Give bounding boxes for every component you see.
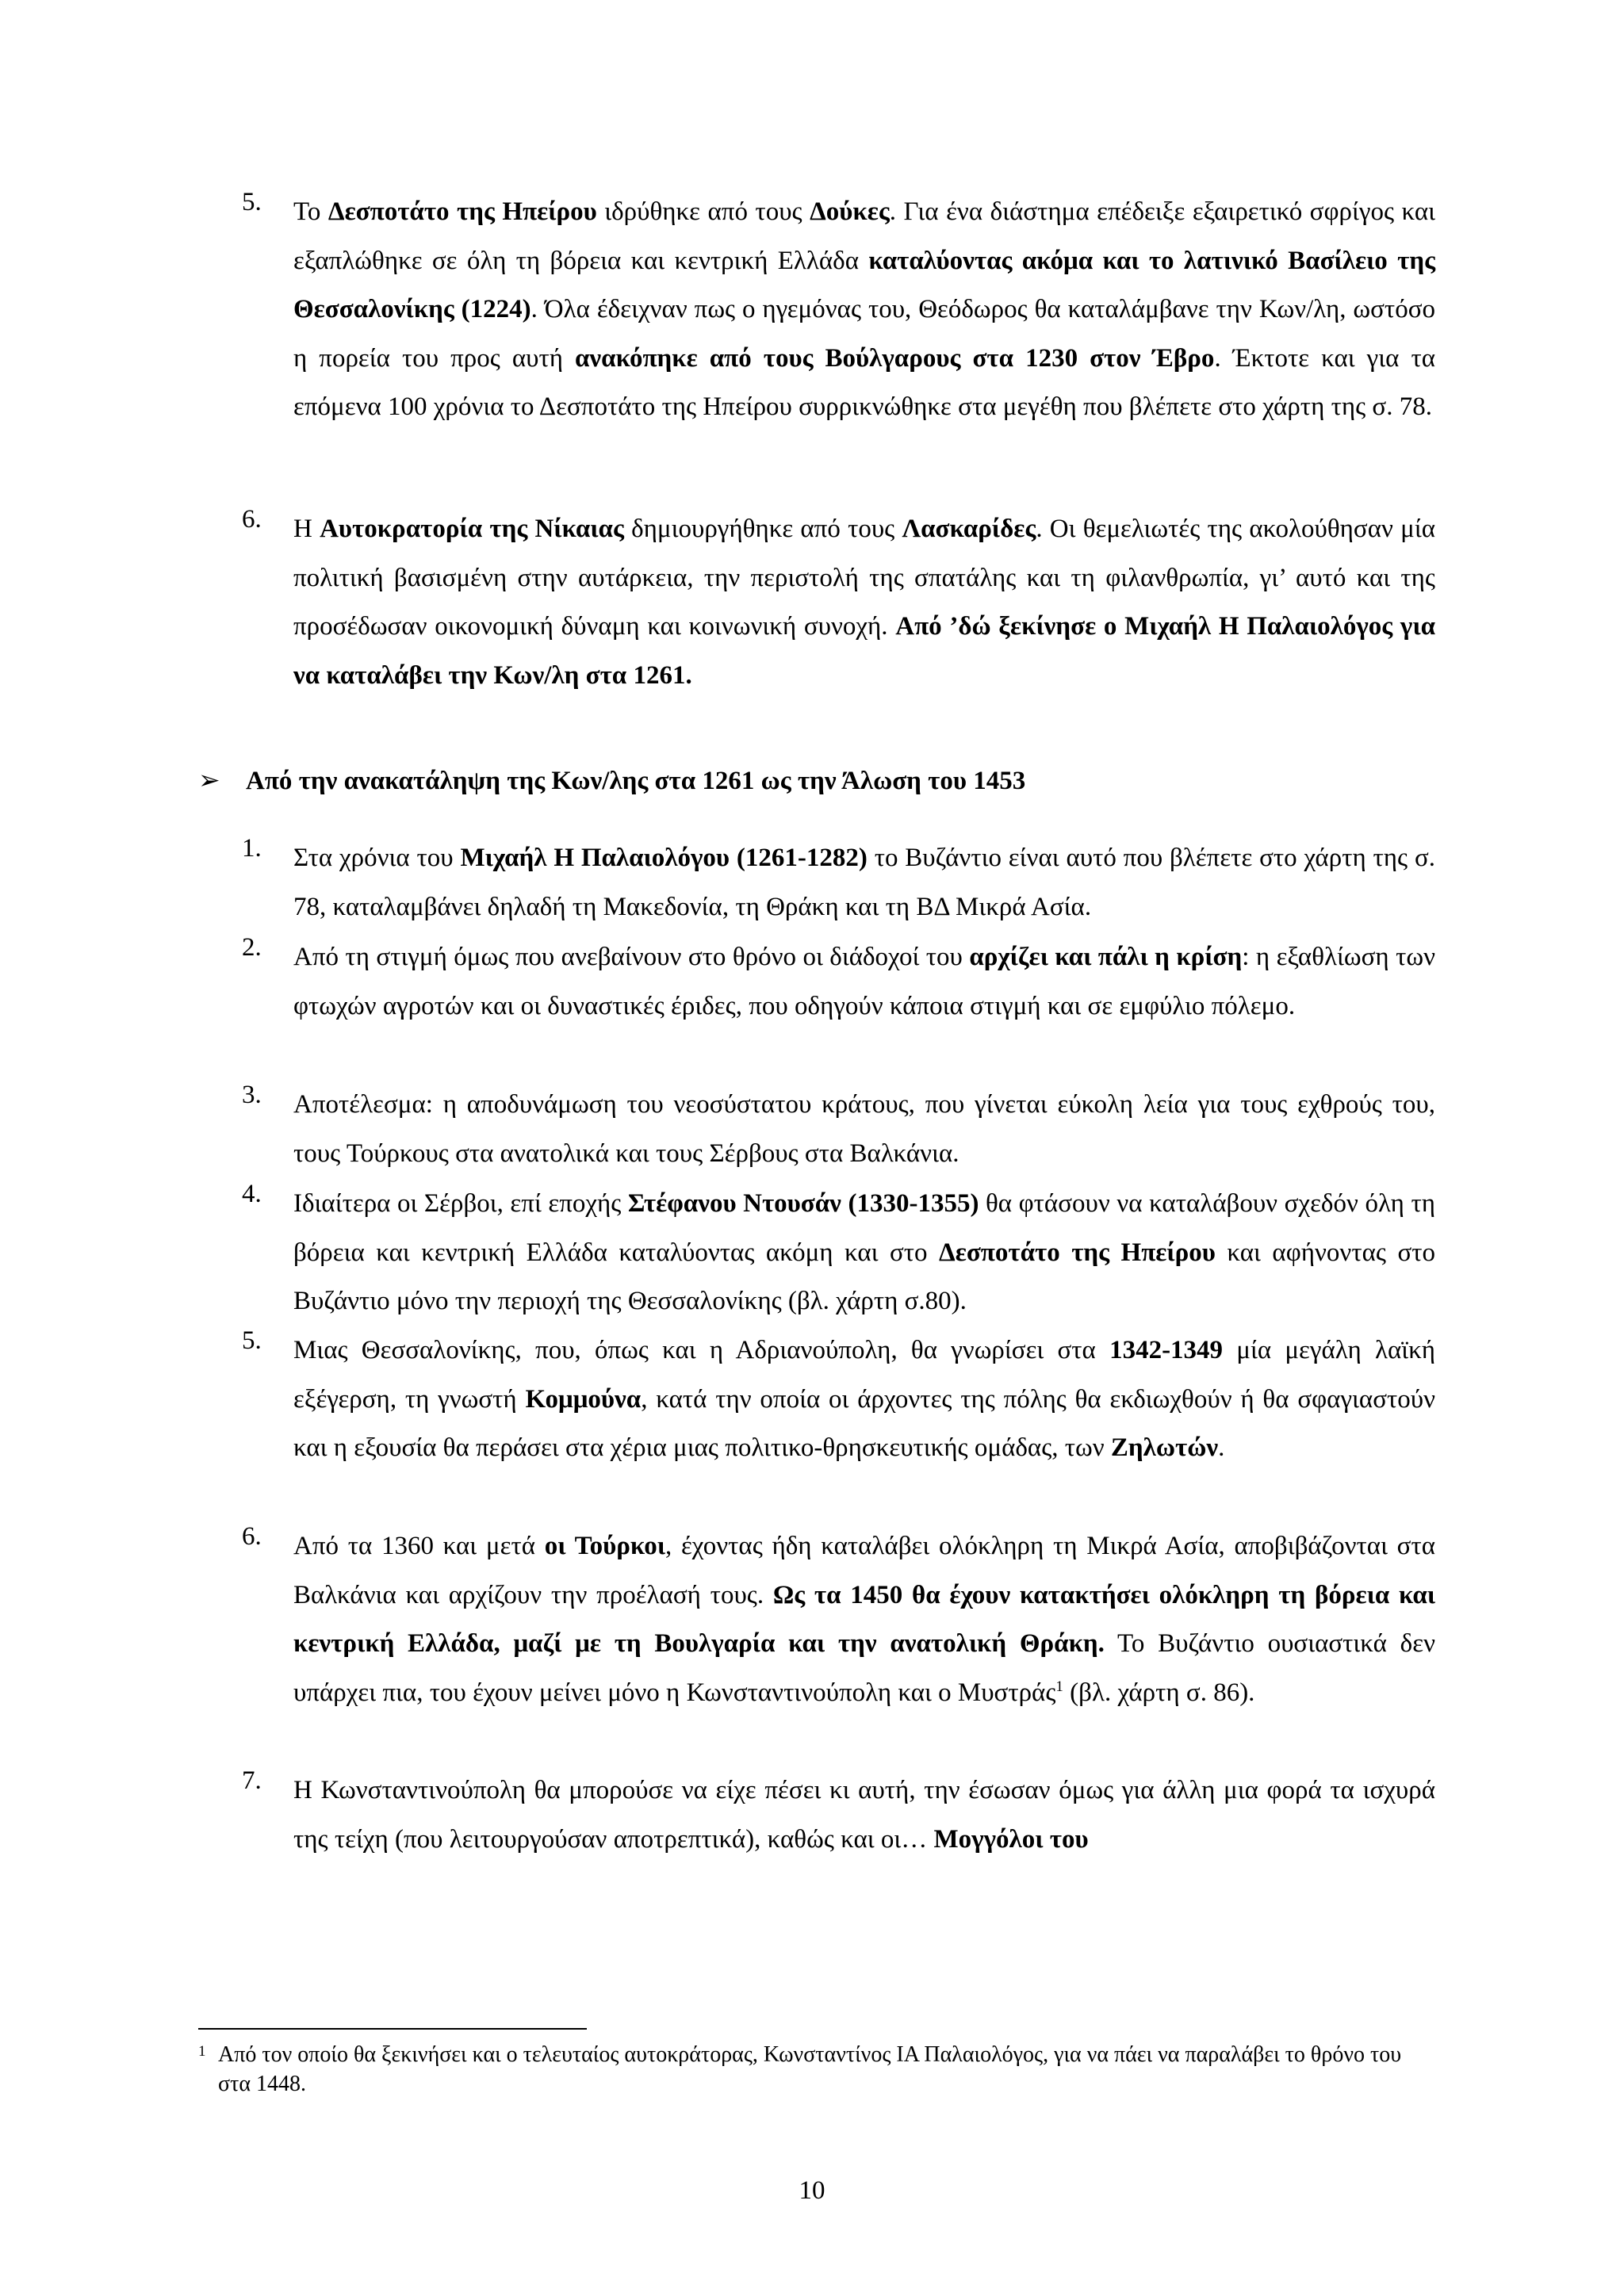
list-item-turks [242,1522,1435,1717]
list-number: 4. [242,1180,262,1208]
list-number: 1. [242,834,262,863]
list-item-despotate-epirus [242,188,1435,432]
section-heading [198,757,1025,806]
paragraph-text: Αποτέλεσμα: η αποδυνάμωση του νεοσύστατου κράτους, που γίνεται εύκολη λεία για τους εχθρούς του, τους Τούρκους στα ανατολικά και τους Σέρβους στα Βαλκάνια. [293,1090,1435,1168]
footnote-reference: 1 [1055,1678,1063,1695]
list-number: 2. [242,933,262,962]
footnote-text: Από τον οποίο θα ξεκινήσει και ο τελευταίος αυτοκράτορας, Κωνσταντίνος ΙΑ Παλαιολόγος, για να πάει να παραλάβει το θρόνο του στα 1448. [218,2042,1402,2096]
footnote [198,2040,1435,2099]
paragraph-text: Στα χρόνια του Μιχαήλ Η Παλαιολόγου (1261-1282) το Βυζάντιο είναι αυτό που βλέπετε στο χάρτη της σ. 78, καταλαμβάνει δηλαδή τη Μακεδονία, τη Θράκη και τη ΒΔ Μικρά Ασία. [293,844,1436,921]
arrow-bullet-icon: ➢ [198,767,220,795]
list-item-crisis [242,933,1435,1031]
paragraph-text: Η Αυτοκρατορία της Νίκαιας δημιουργήθηκε από τους Λασκαρίδες. Οι θεμελιωτές της ακολούθησαν μία πολιτική βασισμένη στην αυτάρκεια, την περιστολή της σπατάλης και τη φιλανθρωπία, γι’ αυτό και της προσέδωσαν οικονομική δύναμη και κοινωνική συνοχή. Από ’δώ ξεκίνησε ο Μιχαήλ Η Παλαιολόγος για να καταλάβει την Κων/λη στα 1261. [293,515,1435,690]
list-item-serbs [242,1180,1435,1326]
list-number: 6. [242,505,262,534]
list-number: 5. [242,1326,262,1355]
list-number: 5. [242,188,262,216]
list-number: 6. [242,1522,262,1551]
footnote-separator [198,2028,587,2030]
page-number: 10 [799,2176,825,2205]
list-item-constantinople [242,1766,1435,1864]
list-number: 3. [242,1081,262,1109]
paragraph-text: Η Κωνσταντινούπολη θα μπορούσε να είχε πέσει κι αυτή, την έσωσαν όμως για άλλη μια φορά τα ισχυρά της τείχη (που λειτουργούσαν αποτρεπτικά), καθώς και οι… Μογγόλοι του [293,1776,1435,1854]
list-item-result [242,1081,1435,1178]
paragraph-text: Το Δεσποτάτο της Ηπείρου ιδρύθηκε από τους Δούκες. Για ένα διάστημα επέδειξε εξαιρετικό σφρίγος και εξαπλώθηκε σε όλη τη βόρεια και κεντρική Ελλάδα καταλύοντας ακόμα και το λατινικό Βασίλειο της Θεσσαλονίκης (1224). Όλα έδειχναν πως ο ηγεμόνας του, Θεόδωρος θα καταλάμβανε την Κων/λη, ωστόσο η πορεία του προς αυτή ανακόπηκε από τους Βούλγαρους στα 1230 στον Έβρο. Έκτοτε και για τα επόμενα 100 χρόνια το Δεσποτάτο της Ηπείρου συρρικνώθηκε στα μεγέθη που βλέπετε στο χάρτη της σ. 78. [293,197,1436,421]
paragraph-text: Από τα 1360 και μετά οι Τούρκοι, έχοντας ήδη καταλάβει ολόκληρη τη Μικρά Ασία, αποβιβάζονται στα Βαλκάνια και αρχίζουν την προέλασή τους. Ως τα 1450 θα έχουν κατακτήσει ολόκληρη τη βόρεια και κεντρική Ελλάδα, μαζί με τη Βουλγαρία και την ανατολική Θράκη. Το Βυζάντιο ουσιαστικά δεν υπάρχει πια, του έχουν μείνει μόνο η Κωνσταντινούπολη και ο Μυστράς$^1$ (βλ. χάρτη σ. 86). [293,1532,1436,1707]
paragraph-text: Μιας Θεσσαλονίκης, που, όπως και η Αδριανούπολη, θα γνωρίσει στα 1342-1349 μία μεγάλη λαϊκή εξέγερση, τη γνωστή Κομμούνα, κατά την οποία οι άρχοντες της πόλης θα εκδιωχθούν ή θα σφαγιαστούν και η εξουσία θα περάσει στα χέρια μιας πολιτικο-θρησκευτικής ομάδας, των Ζηλωτών. [293,1336,1435,1462]
list-item-michael-viii [242,834,1435,932]
paragraph-text: Από τη στιγμή όμως που ανεβαίνουν στο θρόνο οι διάδοχοί του αρχίζει και πάλι η κρίση: η εξαθλίωση των φτωχών αγροτών και οι δυναστικές έριδες, που οδηγούν κάποια στιγμή και σε εμφύλιο πόλεμο. [293,943,1435,1020]
list-number: 7. [242,1766,262,1795]
paragraph-text: Ιδιαίτερα οι Σέρβοι, επί εποχής Στέφανου Ντουσάν (1330-1355) θα φτάσουν να καταλάβουν σχεδόν όλη τη βόρεια και κεντρική Ελλάδα καταλύοντας ακόμη και στο Δεσποτάτο της Ηπείρου και αφήνοντας στο Βυζάντιο μόνο την περιοχή της Θεσσαλονίκης (βλ. χάρτη σ.80). [293,1189,1435,1315]
footnote-mark: 1 [198,2043,206,2060]
section-heading-text: Από την ανακατάληψη της Κων/λης στα 1261 ως την Άλωση του 1453 [246,767,1026,795]
list-item-empire-nicaea [242,505,1435,700]
list-item-thessaloniki [242,1326,1435,1473]
